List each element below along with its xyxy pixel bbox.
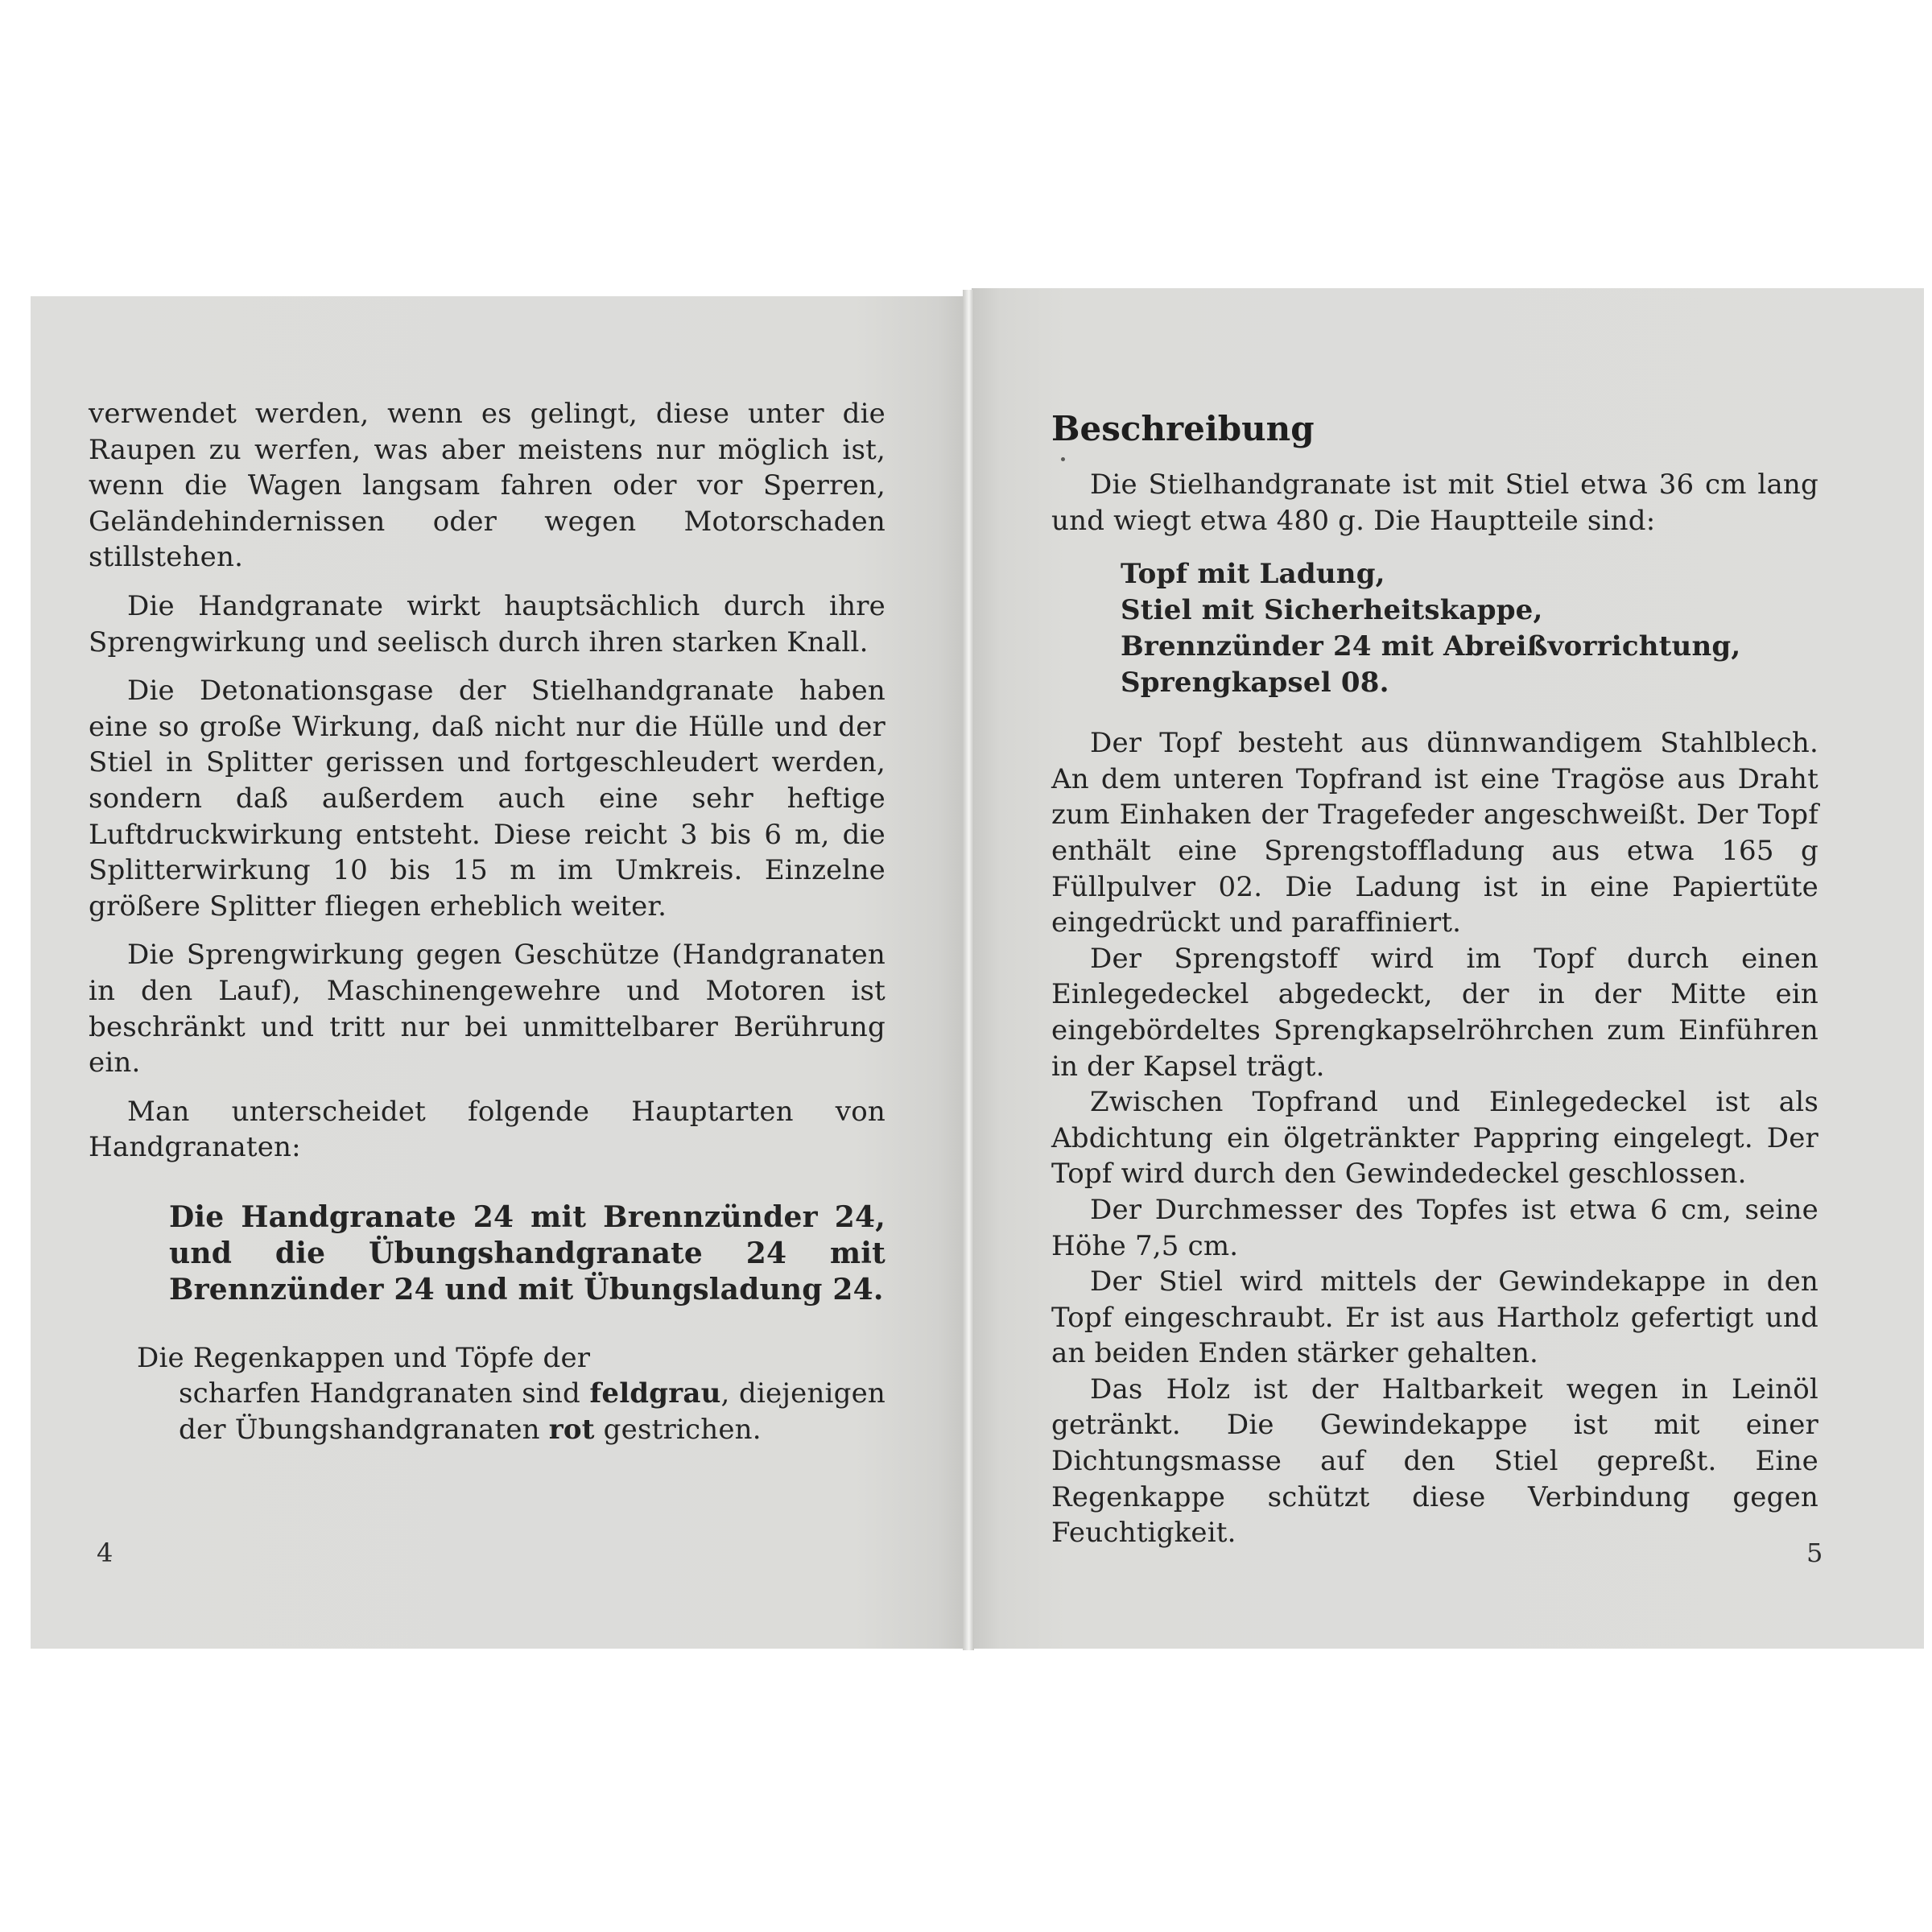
- parts-list-item: Brennzünder 24 mit Abreißvorrichtung,: [1121, 630, 1741, 663]
- right-paragraph: Das Holz ist der Haltbarkeit wegen in Leinöl getränkt. Die Gewindekappe ist mit einer Dichtungsmasse auf den Stiel gepreßt. Eine Regenkappe schützt diese Verbindung gegen Feuchtigkeit.: [1051, 1373, 1818, 1550]
- left-paragraph: Die Detonationsgase der Stielhandgranate haben eine so große Wirkung, daß nicht nur die Hülle und der Stiel in Splitter gerissen und fortgeschleudert werden, sondern daß außerdem auch eine sehr heftige Luftdruckwirkung entsteht. Diese reicht 3 bis 6 m, die Splitterwirkung 10 bis 15 m im Umkreis. Einzelne größere Splitter fliegen erheblich weiter.: [89, 675, 886, 923]
- right-paragraph: Zwischen Topfrand und Einlegedeckel ist als Abdichtung ein ölgetränkter Pappring eingelegt. Der Topf wird durch den Gewindedeckel geschlossen.: [1051, 1086, 1818, 1191]
- left-page-text: [89, 396, 886, 1448]
- closing-rest: [89, 1376, 886, 1447]
- right-paragraph: Der Sprengstoff wird im Topf durch einen Einlegedeckel abgedeckt, der in der Mitte ein eingebördeltes Sprengkapselröhrchen zum Einführen in der Kapsel trägt.: [1051, 942, 1818, 1083]
- handgranate-types-list: Die Handgranate 24 mit Brennzünder 24, und die Übungshandgranate 24 mit Brennzünder 24 und mit Übungsladung 24.: [169, 1199, 886, 1307]
- right-page-text: [1051, 467, 1818, 1551]
- left-paragraph: verwendet werden, wenn es gelingt, diese unter die Raupen zu werfen, was aber meistens nur möglich ist, wenn die Wagen langsam fahren oder vor Sperren, Geländehindernissen oder wegen Motorschaden stillstehen.: [89, 398, 886, 574]
- section-heading: Beschreibung: [1051, 409, 1315, 448]
- color-rot: rot: [548, 1414, 595, 1447]
- closing-text: gestrichen.: [594, 1414, 762, 1447]
- intro-paragraph: Die Stielhandgranate ist mit Stiel etwa 36 cm lang und wiegt etwa 480 g. Die Hauptteile sind:: [1051, 469, 1818, 537]
- parts-list-item: Topf mit Ladung,: [1121, 558, 1385, 591]
- main-parts-list: [1051, 556, 1818, 701]
- left-paragraph: Die Handgranate wirkt hauptsächlich durch ihre Sprengwirkung und seelisch durch ihren starken Knall.: [89, 589, 886, 658]
- left-paragraph: Die Sprengwirkung gegen Geschütze (Handgranaten in den Lauf), Maschinengewehre und Motoren ist beschränkt und tritt nur bei unmittelbarer Berührung ein.: [89, 939, 886, 1080]
- left-page-number: 4: [97, 1538, 114, 1568]
- parts-list-item: Stiel mit Sicherheitskappe,: [1121, 594, 1543, 627]
- closing-paragraph: [89, 1340, 886, 1448]
- parts-list-item: Sprengkapsel 08.: [1121, 667, 1389, 700]
- right-paragraph: Der Topf besteht aus dünnwandigem Stahlblech. An dem unteren Topfrand ist eine Tragöse aus Draht zum Einhaken der Tragefeder angeschweißt. Der Topf enthält eine Sprengstoffladung aus etwa 165 g Füllpulver 02. Die Ladung ist in eine Papiertüte eingedrückt und paraffiniert.: [1051, 727, 1818, 939]
- closing-text: scharfen Handgranaten sind: [179, 1377, 590, 1410]
- left-paragraph: Man unterscheidet folgende Hauptarten von Handgranaten:: [89, 1095, 886, 1164]
- print-speck: [1061, 457, 1065, 461]
- closing-text: , diejenigen der Übungshandgranaten: [179, 1377, 886, 1447]
- closing-first-line: Die Regenkappen und Töpfe der: [137, 1341, 591, 1374]
- right-paragraph: Der Stiel wird mittels der Gewindekappe in den Topf eingeschraubt. Er ist aus Hartholz gefertigt und an beiden Enden stärker gehalten.: [1051, 1265, 1818, 1370]
- color-feldgrau: feldgrau: [589, 1377, 721, 1410]
- right-page-number: 5: [1806, 1538, 1823, 1568]
- book-gutter: [963, 290, 974, 1650]
- right-paragraph: Der Durchmesser des Topfes ist etwa 6 cm, seine Höhe 7,5 cm.: [1051, 1193, 1818, 1262]
